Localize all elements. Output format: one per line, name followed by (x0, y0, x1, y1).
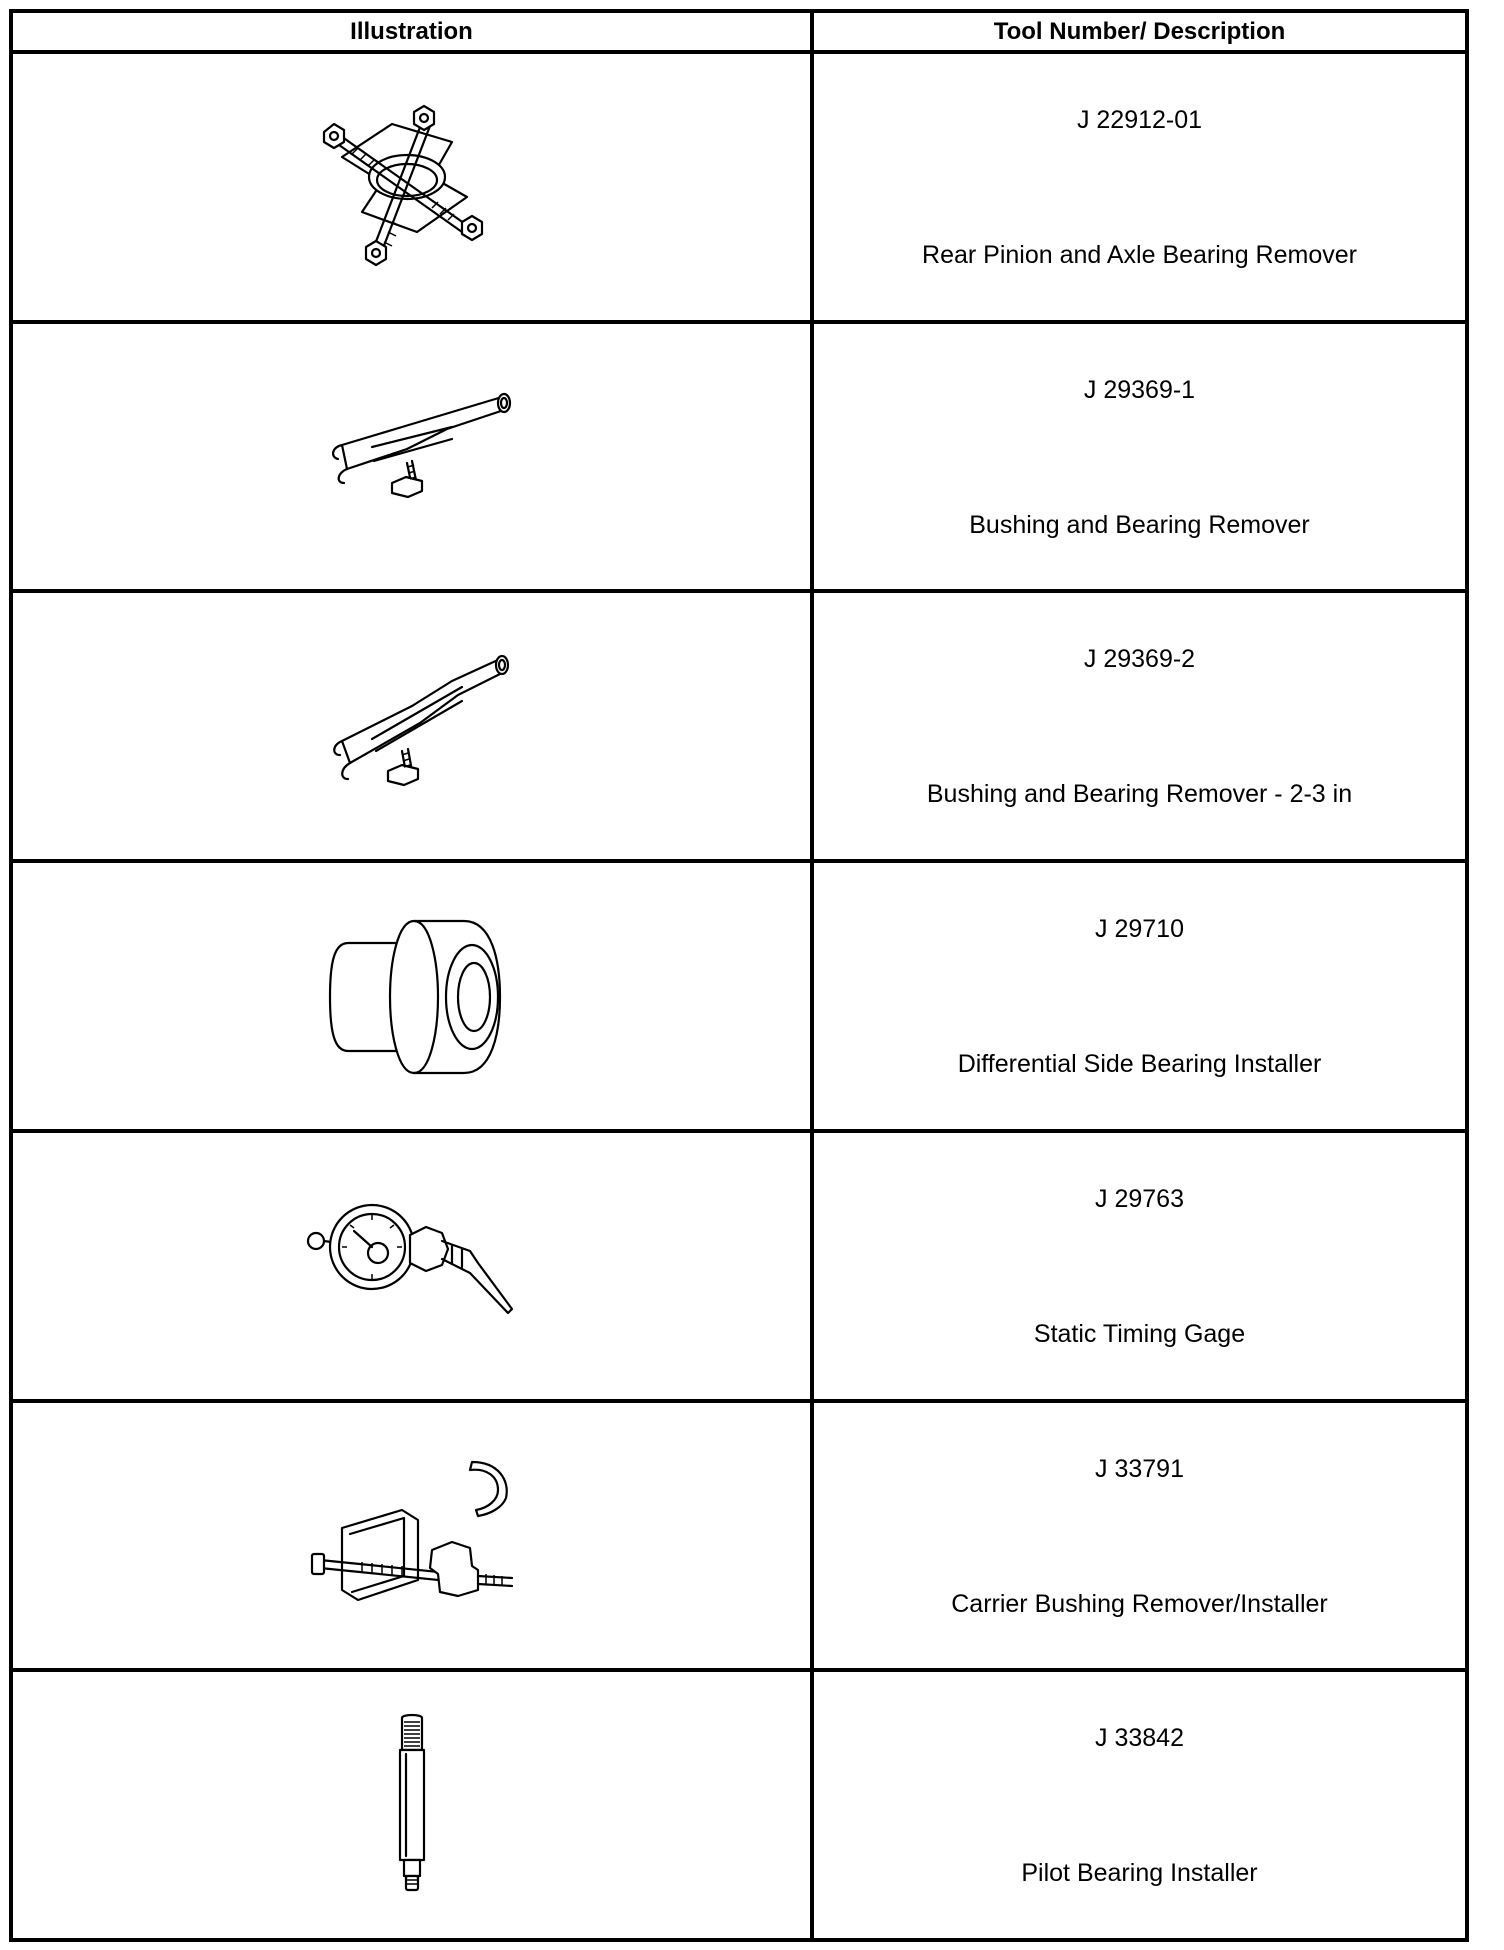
dial-gage-icon (302, 1201, 522, 1331)
description-cell (812, 1131, 1467, 1401)
table-row (11, 1131, 1467, 1401)
illustration-cell (11, 322, 812, 592)
tool-description: Differential Side Bearing Installer (957, 1050, 1322, 1079)
tool-description: Pilot Bearing Installer (1021, 1859, 1258, 1888)
bushing-remover-icon (302, 387, 522, 527)
tool-number: J 33791 (1095, 1454, 1184, 1483)
illustration-cell (11, 861, 812, 1131)
illustration-cell (11, 1401, 812, 1671)
description-cell (812, 52, 1467, 322)
tool-description: Rear Pinion and Axle Bearing Remover (922, 241, 1357, 269)
bushing-remover-large-icon (302, 651, 522, 801)
bearing-separator-icon (302, 102, 522, 272)
tool-description: Bushing and Bearing Remover - 2-3 in (926, 780, 1353, 809)
table-row (11, 861, 1467, 1131)
tool-number: J 29710 (1095, 915, 1184, 944)
tools-table (9, 9, 1469, 1942)
header-tool-number-description: Tool Number/ Description (812, 11, 1467, 52)
illustration-cell (11, 52, 812, 322)
table-row (11, 1401, 1467, 1671)
tool-description: Carrier Bushing Remover/Installer (951, 1589, 1328, 1618)
pilot-bearing-installer-icon (382, 1710, 442, 1900)
description-cell (812, 1401, 1467, 1671)
table-row (11, 322, 1467, 592)
tool-number: J 33842 (1095, 1724, 1184, 1753)
header-row (11, 11, 1467, 52)
carrier-bushing-tool-icon (302, 1450, 522, 1620)
bearing-installer-icon (302, 901, 522, 1091)
description-cell (812, 322, 1467, 592)
table-row (11, 591, 1467, 861)
illustration-cell (11, 1670, 812, 1940)
tool-number: J 29763 (1095, 1184, 1184, 1213)
tool-description: Bushing and Bearing Remover (969, 510, 1310, 539)
illustration-cell (11, 1131, 812, 1401)
tool-description: Static Timing Gage (1033, 1319, 1246, 1348)
table-row (11, 1670, 1467, 1940)
tool-number: J 22912-01 (1076, 106, 1203, 134)
header-illustration: Illustration (11, 11, 812, 52)
description-cell (812, 1670, 1467, 1940)
description-cell (812, 591, 1467, 861)
tool-number: J 29369-2 (1083, 645, 1196, 674)
illustration-cell (11, 591, 812, 861)
table-row (11, 52, 1467, 322)
description-cell (812, 861, 1467, 1131)
tool-number: J 29369-1 (1083, 375, 1196, 404)
